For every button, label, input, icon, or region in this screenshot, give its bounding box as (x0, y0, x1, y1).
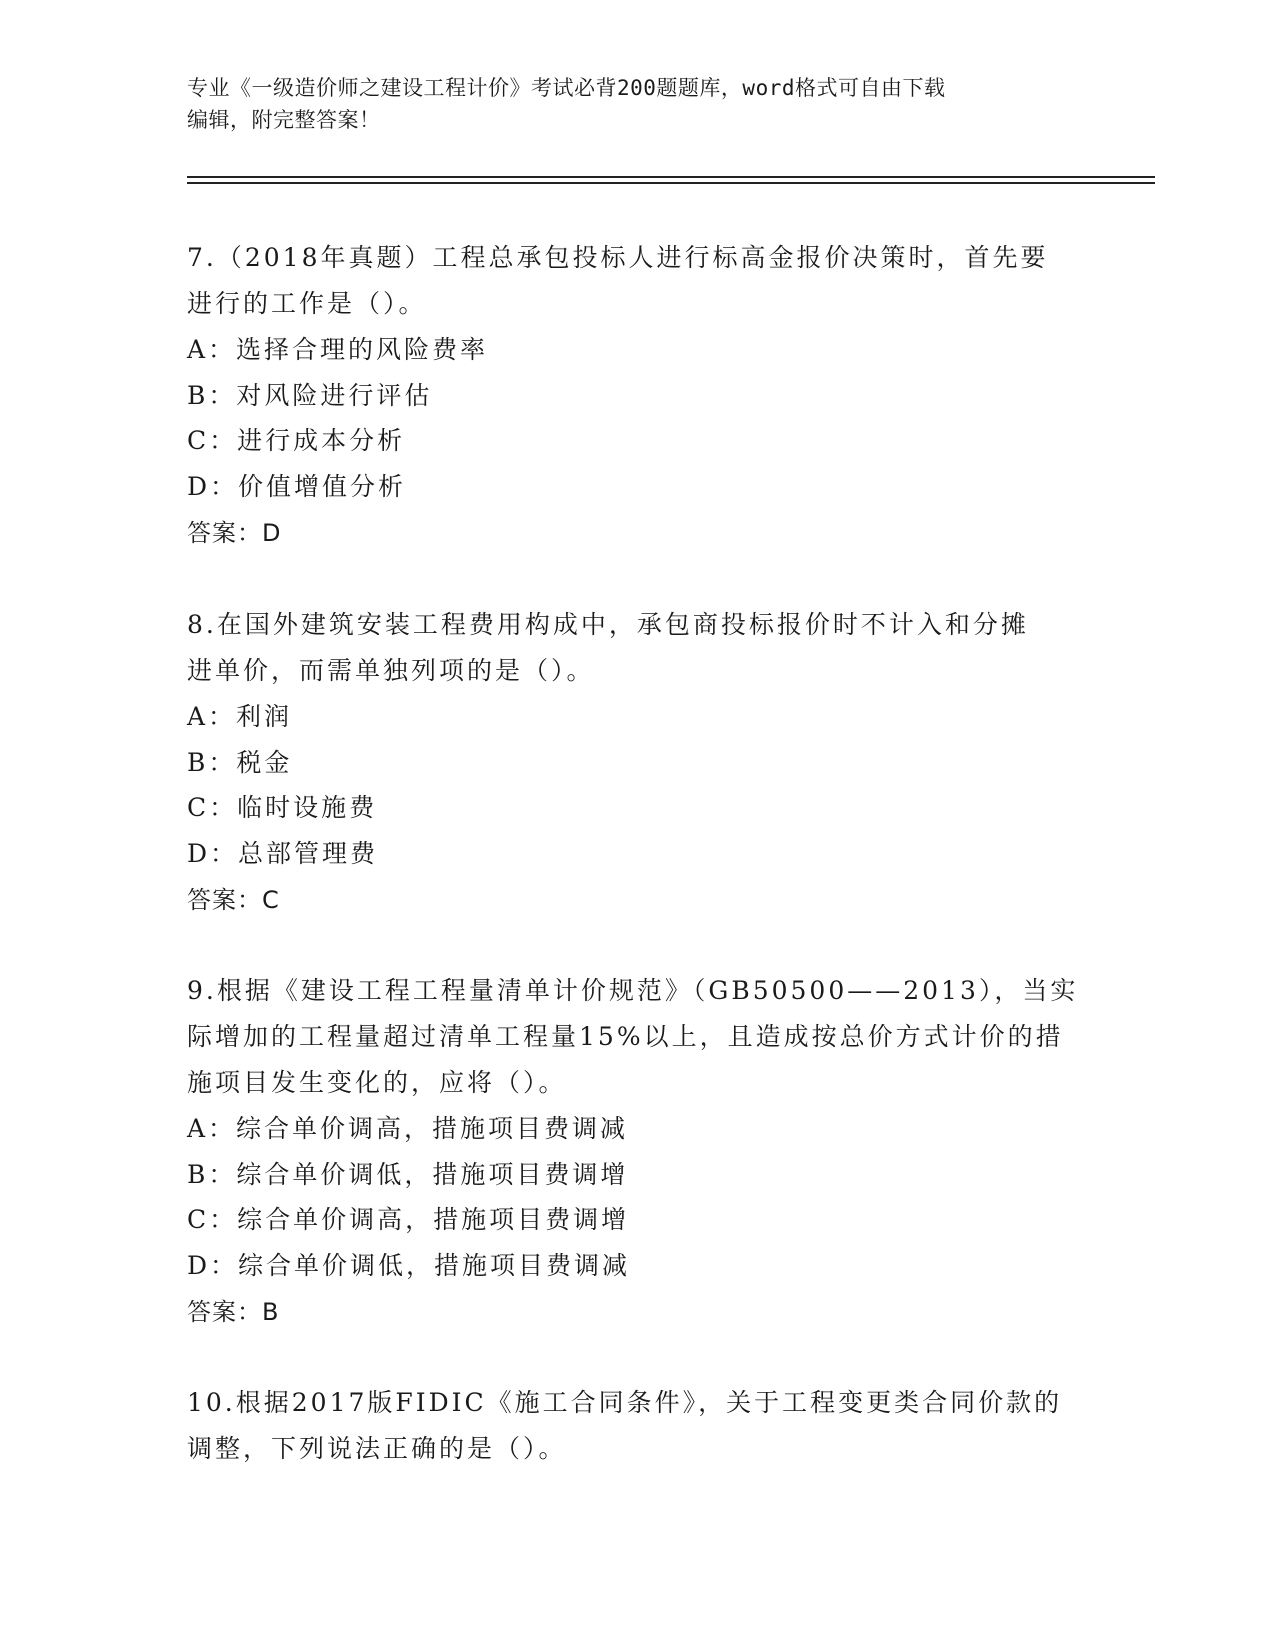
header-line-1: 专业《一级造价师之建设工程计价》考试必背200题题库，word格式可自由下载 (187, 76, 946, 100)
header-divider-bottom (187, 182, 1155, 184)
question-stem-line: 7.（2018年真题）工程总承包投标人进行标高金报价决策时，首先要 (187, 243, 1049, 272)
question-10 (187, 1380, 1087, 1472)
question-stem-line: 进行的工作是（）。 (187, 289, 427, 318)
option-a: A：选择合理的风险费率 (187, 335, 489, 364)
option-b: B：税金 (187, 747, 293, 777)
question-stem-line: 进单价，而需单独列项的是（）。 (187, 656, 595, 685)
question-stem-line: 9.根据《建设工程工程量清单计价规范》（GB50500——2013），当实 (187, 976, 1079, 1005)
option-d: D：综合单价调低，措施项目费调减 (187, 1250, 631, 1280)
option-a: A：利润 (187, 702, 293, 731)
option-d: D：价值增值分析 (187, 471, 407, 501)
option-a: A：综合单价调高，措施项目费调减 (187, 1114, 629, 1143)
question-7 (187, 235, 1087, 556)
question-9 (187, 968, 1087, 1335)
option-c: C：进行成本分析 (187, 426, 406, 455)
option-d: D：总部管理费 (187, 838, 379, 868)
question-stem-line: 调整，下列说法正确的是（）。 (187, 1434, 567, 1463)
question-stem-line: 8.在国外建筑安装工程费用构成中，承包商投标报价时不计入和分摊 (187, 610, 1029, 639)
question-stem-line: 10.根据2017版FIDIC《施工合同条件》，关于工程变更类合同价款的 (187, 1388, 1063, 1417)
header-line-2: 编辑，附完整答案！ (187, 108, 381, 132)
option-c: C：综合单价调高，措施项目费调增 (187, 1205, 630, 1234)
option-b: B：综合单价调低，措施项目费调增 (187, 1159, 629, 1189)
option-c: C：临时设施费 (187, 793, 378, 822)
question-8 (187, 602, 1087, 923)
answer-text: 答案：B (187, 1298, 280, 1326)
answer-text: 答案：D (187, 519, 282, 547)
header-divider-top (187, 176, 1155, 178)
document-header (187, 72, 1087, 136)
answer-text: 答案：C (187, 886, 280, 914)
question-stem-line: 施项目发生变化的，应将（）。 (187, 1068, 567, 1097)
question-stem-line: 际增加的工程量超过清单工程量15%以上，且造成按总价方式计价的措 (187, 1022, 1064, 1051)
option-b: B：对风险进行评估 (187, 380, 433, 410)
